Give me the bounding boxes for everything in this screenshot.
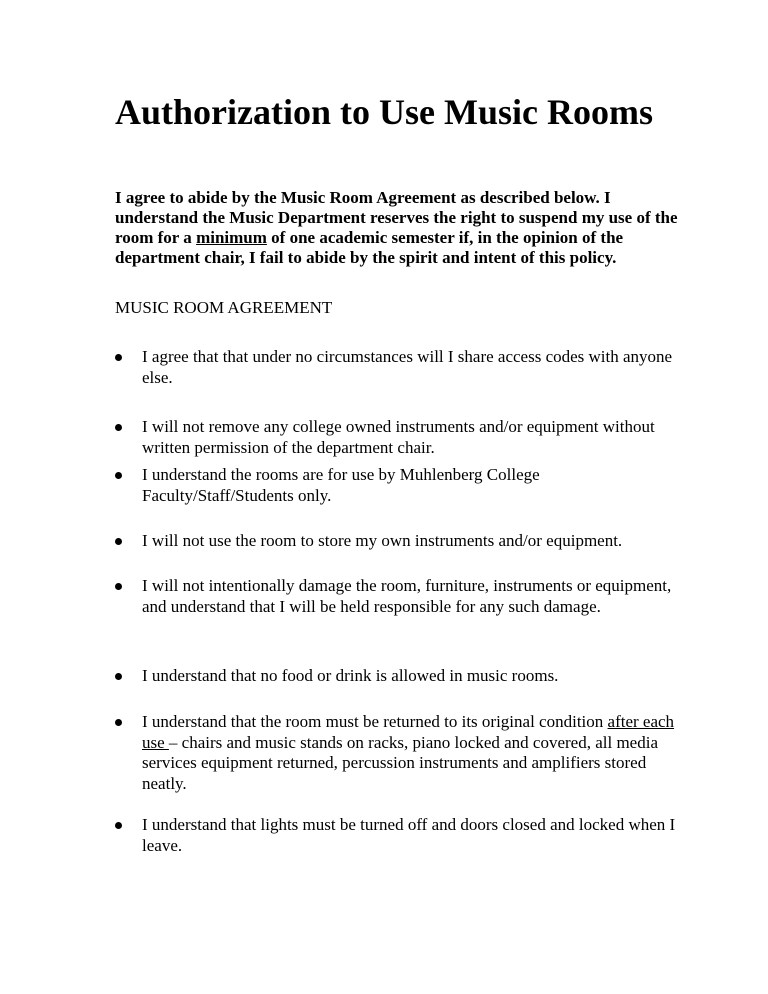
agreement-item-text-start: I understand that the room must be returned to its original condition xyxy=(142,712,608,731)
agreement-item-text: I will not use the room to store my own instruments and/or equipment. xyxy=(142,531,623,550)
agreement-item xyxy=(115,712,695,794)
agreement-item xyxy=(115,417,695,458)
bullet-icon xyxy=(115,354,122,361)
document-title: Authorization to Use Music Rooms xyxy=(115,92,653,132)
agreement-item-text: I will not remove any college owned instruments and/or equipment without written permission of the department chair. xyxy=(142,417,655,457)
bullet-icon xyxy=(115,673,122,680)
agreement-item-text: I understand that lights must be turned off and doors closed and locked when I leave. xyxy=(142,815,676,855)
intro-text-end: of one academic semester if, in the opinion of the department chair, I fail to abide by the spirit and intent of this policy. xyxy=(115,228,624,267)
agreement-item xyxy=(115,666,695,687)
agreement-item xyxy=(115,531,695,552)
bullet-icon xyxy=(115,538,122,545)
agreement-item-text: I will not intentionally damage the room, furniture, instruments or equipment, and understand that I will be held responsible for any such damage. xyxy=(142,576,672,616)
agreement-item xyxy=(115,815,695,856)
agreement-item-text: I understand that no food or drink is allowed in music rooms. xyxy=(142,666,559,685)
agreement-item-text-end: – chairs and music stands on racks, piano locked and covered, all media services equipment returned, percussion instruments and amplifiers stored neatly. xyxy=(142,732,658,793)
intro-paragraph xyxy=(115,188,695,268)
bullet-icon xyxy=(115,424,122,431)
agreement-item-text xyxy=(142,712,695,794)
bullet-icon xyxy=(115,719,122,726)
agreement-item-emphasis: after each use xyxy=(142,712,675,752)
bullet-icon xyxy=(115,583,122,590)
agreement-item xyxy=(115,347,695,388)
agreement-item xyxy=(115,576,695,617)
bullet-icon xyxy=(115,472,122,479)
section-heading: MUSIC ROOM AGREEMENT xyxy=(115,298,333,317)
intro-emphasis: minimum xyxy=(196,228,267,247)
agreement-item-text: I agree that that under no circumstances will I share access codes with anyone else. xyxy=(142,347,673,387)
agreement-item-text: I understand the rooms are for use by Muhlenberg College Faculty/Staff/Students only. xyxy=(142,465,540,505)
bullet-icon xyxy=(115,822,122,829)
agreement-item xyxy=(115,465,695,506)
intro-text-start: I agree to abide by the Music Room Agreement as described below. I understand the Music Department reserves the right to suspend my use of the room for a xyxy=(115,188,678,247)
